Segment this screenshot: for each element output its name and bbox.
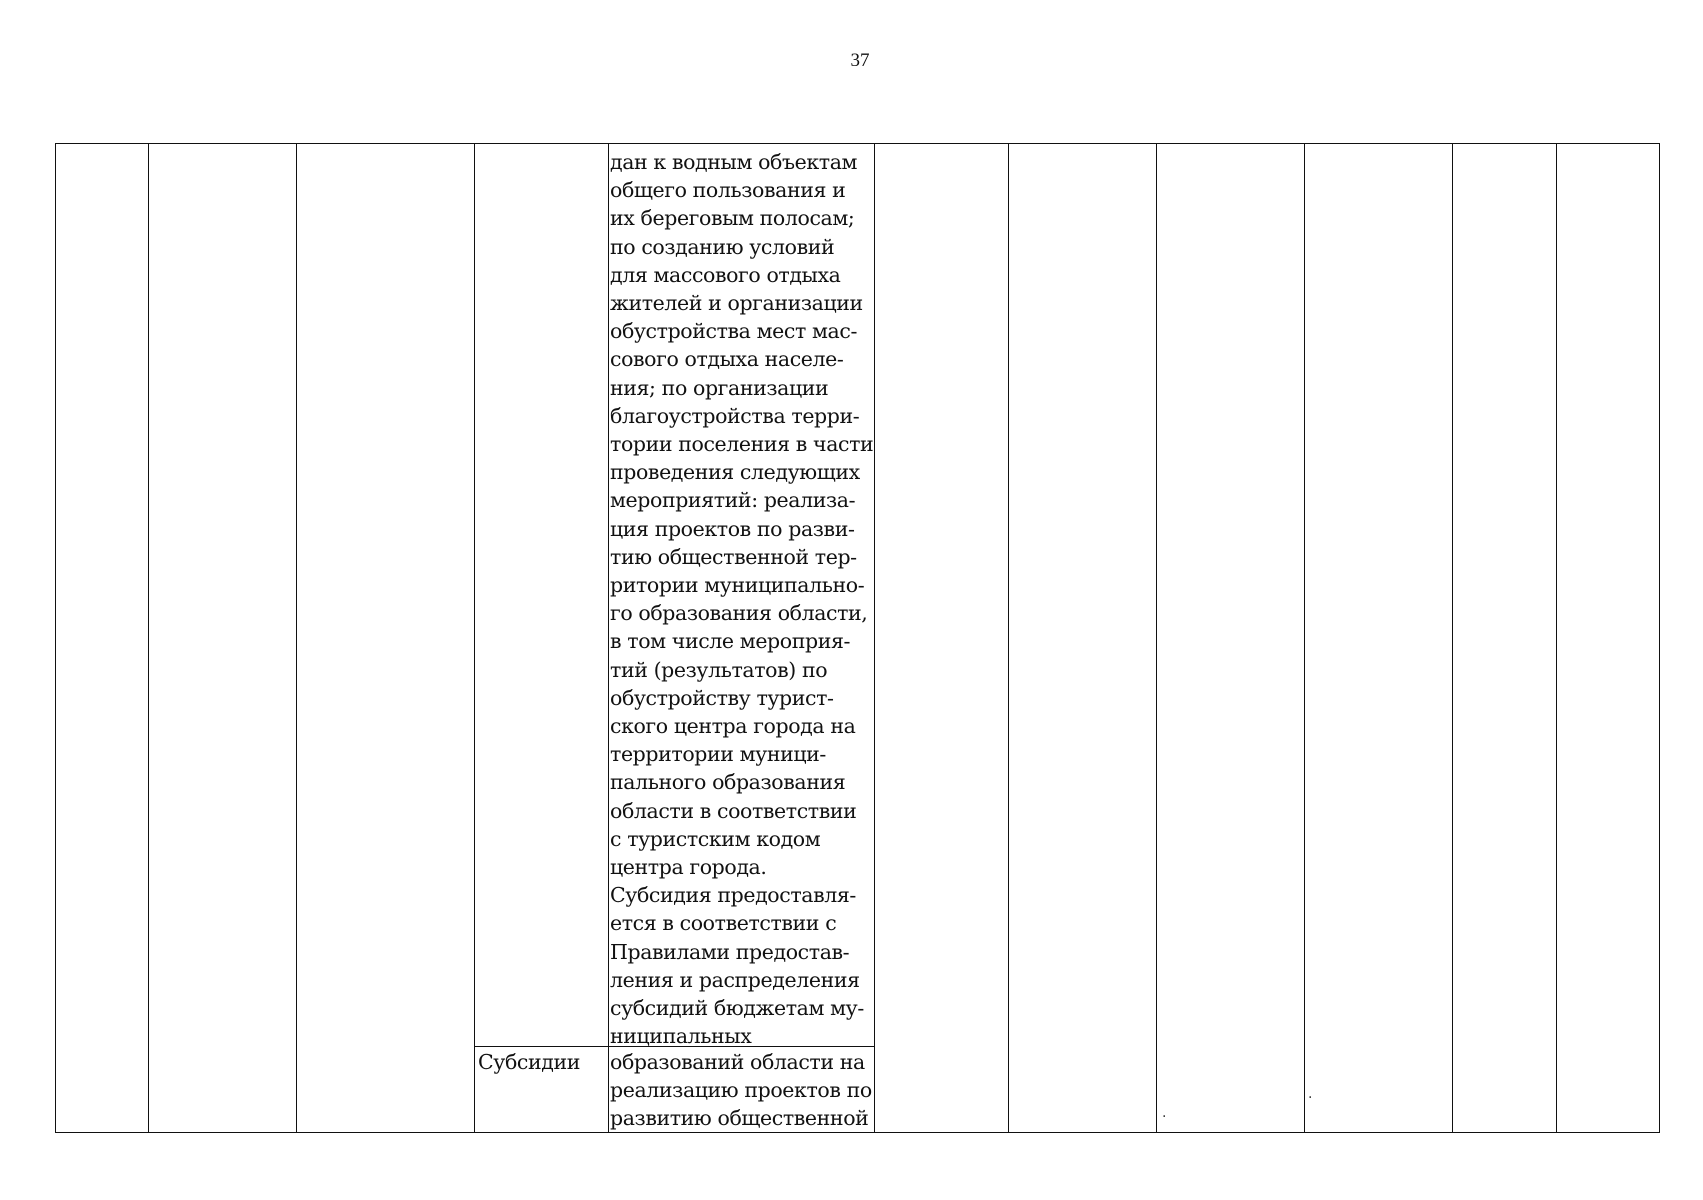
column-divider (608, 144, 609, 1132)
column-divider (1008, 144, 1009, 1132)
page-number: 37 (850, 50, 870, 71)
scan-mark: · (1308, 1090, 1313, 1106)
description-cell-top: дан к водным объектам общего пользования и их береговым полосам; по созданию условий для массового отдыха жителей и организации обустройства мест мас- сового отдыха населе- ния; по организации благоустройства терри- тории поселения в части проведения следующих мероприятий: реализа- ция проектов по разви- тию общественной тер- ритории муниципально- го образования области, в том числе мероприя- тий (результатов) по обустройству турист- ского центра города на территории муници- пального образования области в соответствии с туристским кодом центра города. Субсидия предоставля- ется в соответствии с Правилами предостав- ления и распределения субсидий бюджетам му- ниципальных (610, 150, 874, 1049)
column-divider (148, 144, 149, 1132)
scan-mark: · (1162, 1109, 1167, 1125)
funding-source-cell: Субсидии (478, 1050, 580, 1074)
description-cell-bottom: образований области на реализацию проектов по развитию общественной (610, 1050, 872, 1131)
column-divider (1452, 144, 1453, 1132)
document-table (55, 143, 1660, 1133)
column-divider (296, 144, 297, 1132)
column-divider (474, 144, 475, 1132)
column-divider (1156, 144, 1157, 1132)
column-divider (1304, 144, 1305, 1132)
column-divider (1556, 144, 1557, 1132)
